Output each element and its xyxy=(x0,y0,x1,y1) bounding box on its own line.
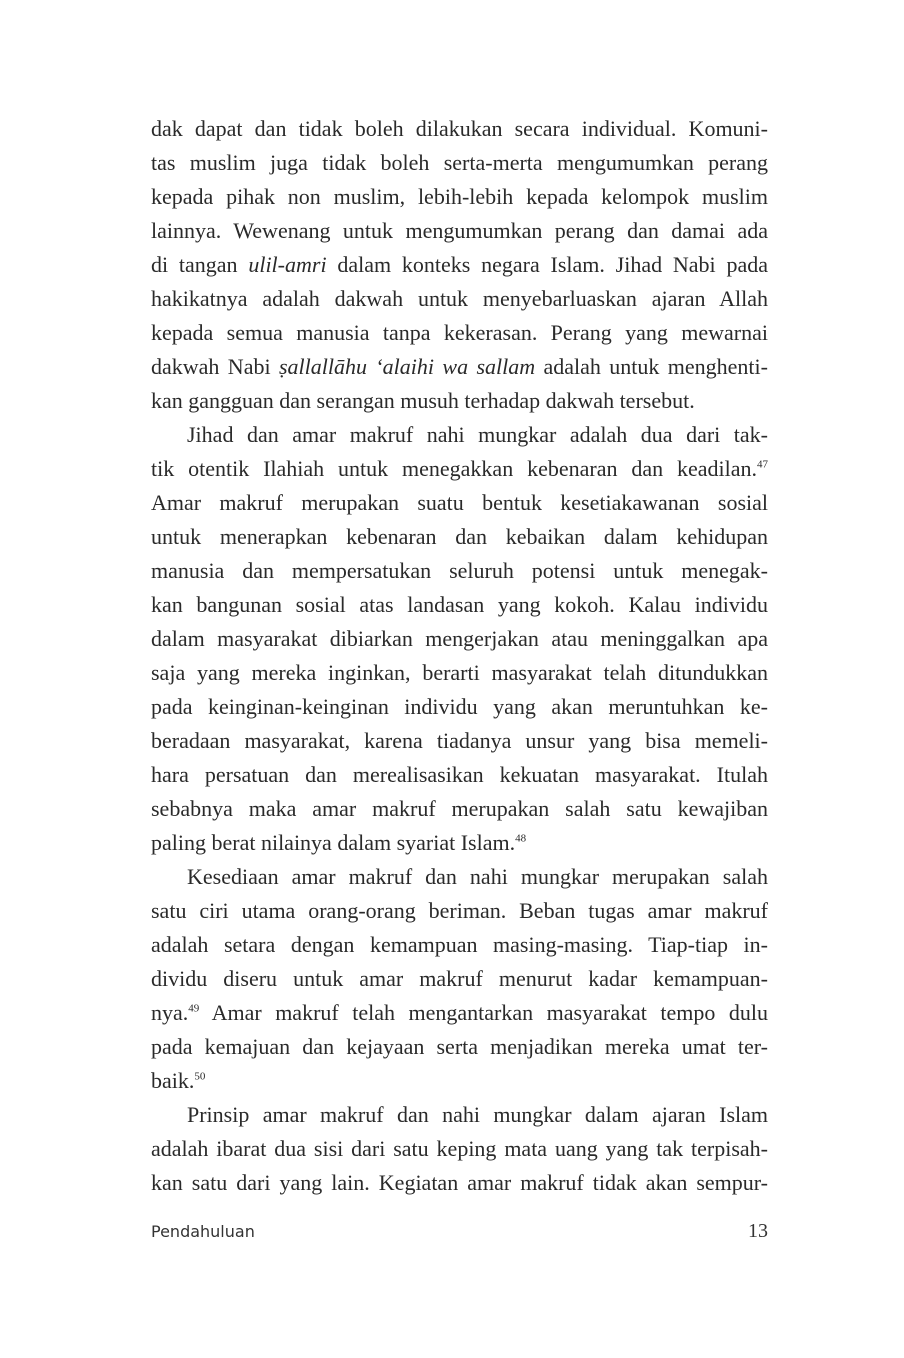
text-line: sebabnya maka amar makruf merupakan salah satu kewajiban xyxy=(151,796,768,821)
text-line: hakikatnya adalah dakwah untuk menyebarluaskan ajaran Allah xyxy=(151,286,768,311)
text-line: tas muslim juga tidak boleh serta-merta mengumumkan perang xyxy=(151,150,768,175)
text-line: Amar makruf merupakan suatu bentuk kesetiakawanan sosial xyxy=(151,490,768,515)
text-line: pada keinginan-keinginan individu yang akan meruntuhkan ke- xyxy=(151,694,768,719)
text-line: kan bangunan sosial atas landasan yang kokoh. Kalau individu xyxy=(151,592,768,617)
footnote-ref: 48 xyxy=(515,832,527,845)
footnote-ref: 50 xyxy=(194,1070,206,1083)
footnote-ref: 49 xyxy=(188,1002,200,1015)
paragraph-1 xyxy=(151,112,768,418)
text-line: hara persatuan dan merealisasikan kekuatan masyarakat. Itulah xyxy=(151,762,768,787)
text-segment: tik otentik Ilahiah untuk menegakkan kebenaran dan keadilan. xyxy=(151,456,757,481)
paragraph-2 xyxy=(151,418,768,860)
text-line xyxy=(151,996,768,1030)
text-line xyxy=(151,1064,768,1098)
text-line: dak dapat dan tidak boleh dilakukan secara individual. Komuni- xyxy=(151,116,768,141)
text-segment: paling berat nilainya dalam syariat Islam. xyxy=(151,830,516,855)
text-line: adalah ibarat dua sisi dari satu keping mata uang yang tak terpisah- xyxy=(151,1136,768,1161)
paragraph-3 xyxy=(151,860,768,1098)
italic-term: ulil-amri xyxy=(248,252,327,277)
text-line: Jihad dan amar makruf nahi mungkar adalah dua dari tak- xyxy=(187,422,768,447)
text-line: kan gangguan dan serangan musuh terhadap dakwah tersebut. xyxy=(151,388,695,413)
page-number: 13 xyxy=(748,1220,768,1242)
text-line: dividu diseru untuk amar makruf menurut kadar kemampuan- xyxy=(151,966,768,991)
text-line: dalam masyarakat dibiarkan mengerjakan atau meninggalkan apa xyxy=(151,626,768,651)
text-line: lainnya. Wewenang untuk mengumumkan perang dan damai ada xyxy=(151,218,768,243)
text-segment: dakwah Nabi xyxy=(151,354,279,379)
text-segment: di tangan xyxy=(151,252,249,277)
text-line xyxy=(151,452,768,486)
text-line: Kesediaan amar makruf dan nahi mungkar merupakan salah xyxy=(187,864,768,889)
text-line: kepada pihak non muslim, lebih-lebih kepada kelompok muslim xyxy=(151,184,768,209)
text-line: kan satu dari yang lain. Kegiatan amar makruf tidak akan sempur- xyxy=(151,1170,768,1195)
text-line xyxy=(151,826,768,860)
italic-term: ṣallallāhu ‘alaihi wa sallam xyxy=(278,354,536,379)
running-footer-section: Pendahuluan xyxy=(151,1222,255,1241)
paragraph-4 xyxy=(151,1098,768,1200)
text-segment: Amar makruf telah mengantarkan masyarakat tempo dulu xyxy=(199,1000,768,1025)
text-line: satu ciri utama orang-orang beriman. Beban tugas amar makruf xyxy=(151,898,768,923)
text-line: adalah setara dengan kemampuan masing-masing. Tiap-tiap in- xyxy=(151,932,768,957)
text-line: manusia dan mempersatukan seluruh potensi untuk menegak- xyxy=(151,558,768,583)
text-line xyxy=(151,350,768,384)
text-line xyxy=(151,248,768,282)
text-segment: adalah untuk menghenti- xyxy=(535,354,768,379)
text-line: beradaan masyarakat, karena tiadanya unsur yang bisa memeli- xyxy=(151,728,768,753)
text-line: kepada semua manusia tanpa kekerasan. Perang yang mewarnai xyxy=(151,320,768,345)
text-segment: nya. xyxy=(151,1000,189,1025)
text-segment: baik. xyxy=(151,1068,195,1093)
body-text xyxy=(151,112,768,1200)
text-line: pada kemajuan dan kejayaan serta menjadikan mereka umat ter- xyxy=(151,1034,768,1059)
footnote-ref: 47 xyxy=(757,458,768,471)
page-footer xyxy=(151,1222,768,1246)
text-line: Prinsip amar makruf dan nahi mungkar dalam ajaran Islam xyxy=(187,1102,768,1127)
text-line: saja yang mereka inginkan, berarti masyarakat telah ditundukkan xyxy=(151,660,768,685)
text-segment: dalam konteks negara Islam. Jihad Nabi pada xyxy=(326,252,768,277)
text-line: untuk menerapkan kebenaran dan kebaikan dalam kehidupan xyxy=(151,524,768,549)
